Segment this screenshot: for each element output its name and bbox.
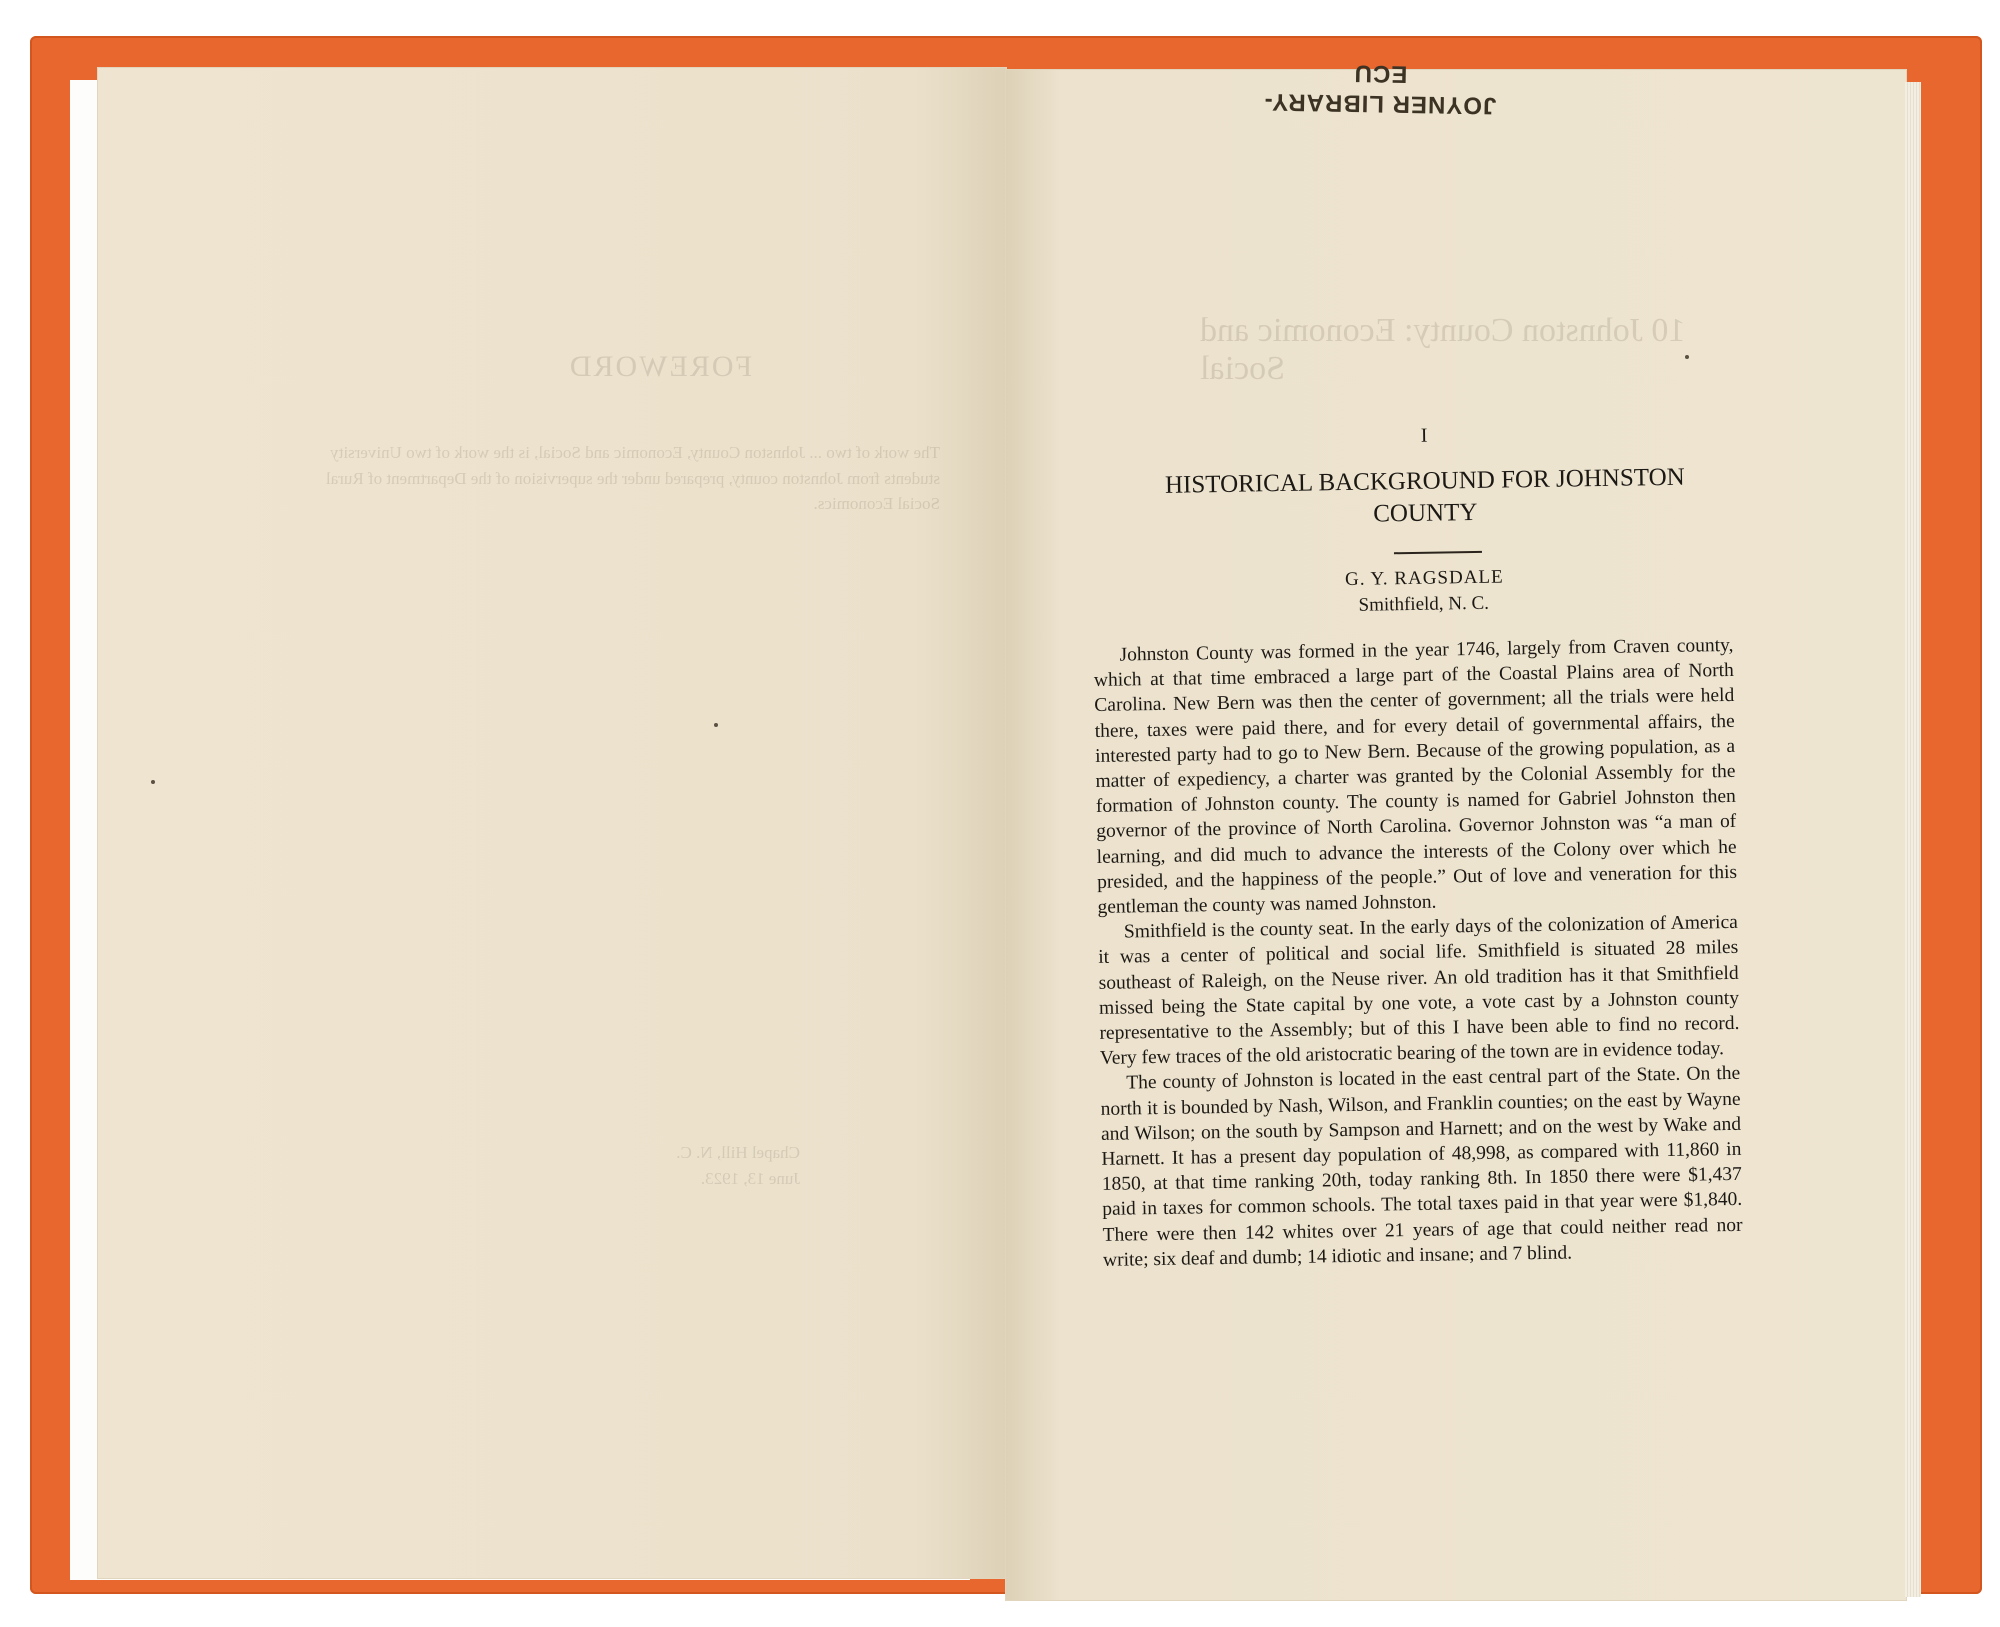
- paragraph: Johnston County was formed in the year 1746, largely from Craven county, which at that time embraced a large part of the Coastal Plains area of North Carolina. New Bern was then the center of government; all the trials were held there, taxes were paid there, and for every detail of governmental affairs, the interested party had to go to New Bern. Because of the growing population, as a matter of expediency, a charter was granted by the Colonial Assembly for the formation of Johnston county. The county is named for Gabriel Johnston then governor of the province of North Carolina. Governor Johnston was “a man of learning, and did much to advance the interests of the Colony over which he presided, and the happiness of the people.” Out of love and veneration for this gentleman the county was named Johnston.: [1093, 634, 1738, 918]
- chapter-number: I: [1420, 424, 1428, 447]
- library-stamp: JOYNER LIBRARY-ECU: [1263, 59, 1497, 120]
- show-through-title: FOREWORD: [567, 350, 753, 383]
- chapter-content: [1090, 420, 1743, 1273]
- page-speck: [1685, 355, 1689, 359]
- author-name: G. Y. RAGSDALE: [1344, 566, 1504, 591]
- author-location: Smithfield, N. C.: [1358, 592, 1490, 616]
- body-text: [1093, 633, 1743, 1273]
- chapter-title: HISTORICAL BACKGROUND FOR JOHNSTON COUNTY: [1164, 463, 1685, 528]
- left-page: [98, 68, 1006, 1578]
- show-through-body: The work of two ... Johnston County, Economic and Social, is the work of two University students from Johnston county, prepared under the supervision of the Department of Rural Social Economics.: [325, 443, 940, 513]
- page-speck: [151, 780, 155, 784]
- paragraph: Smithfield is the county seat. In the early days of the colonization of America it was a center of political and social life. Smithfield is situated 28 miles southeast of Raleigh, on the Neuse river. An old tradition has it that Smithfield missed being the State capital by one vote, a vote cast by a Johnston county representative to the Assembly; but of this I have been able to find no record. Very few traces of the old aristocratic bearing of the town are in evidence today.: [1098, 912, 1740, 1070]
- show-through-header: 10 Johnston County: Economic and Social: [1200, 312, 1686, 387]
- paragraph: The county of Johnston is located in the east central part of the State. On the north it is bounded by Nash, Wilson, and Franklin counties; on the east by Wayne and Wilson; on the south by Sampson and Harnett; and on the west by Wake and Harnett. It has a present day population of 48,998, as compared with 11,860 in 1850, at that time ranking 20th, today ranking 8th. In 1850 there were $1,437 paid in taxes for common schools. The total taxes paid in that year were $1,840. There were then 142 whites over 21 years of age that could neither read nor write; six deaf and dumb; 14 idiotic and insane; and 7 blind.: [1100, 1063, 1743, 1271]
- page-edges: [1905, 82, 1921, 1597]
- title-rule: [1394, 551, 1482, 554]
- page-speck: [714, 723, 718, 727]
- show-through-signature: Chapel Hill, N. C. June 13, 1923.: [676, 1143, 800, 1188]
